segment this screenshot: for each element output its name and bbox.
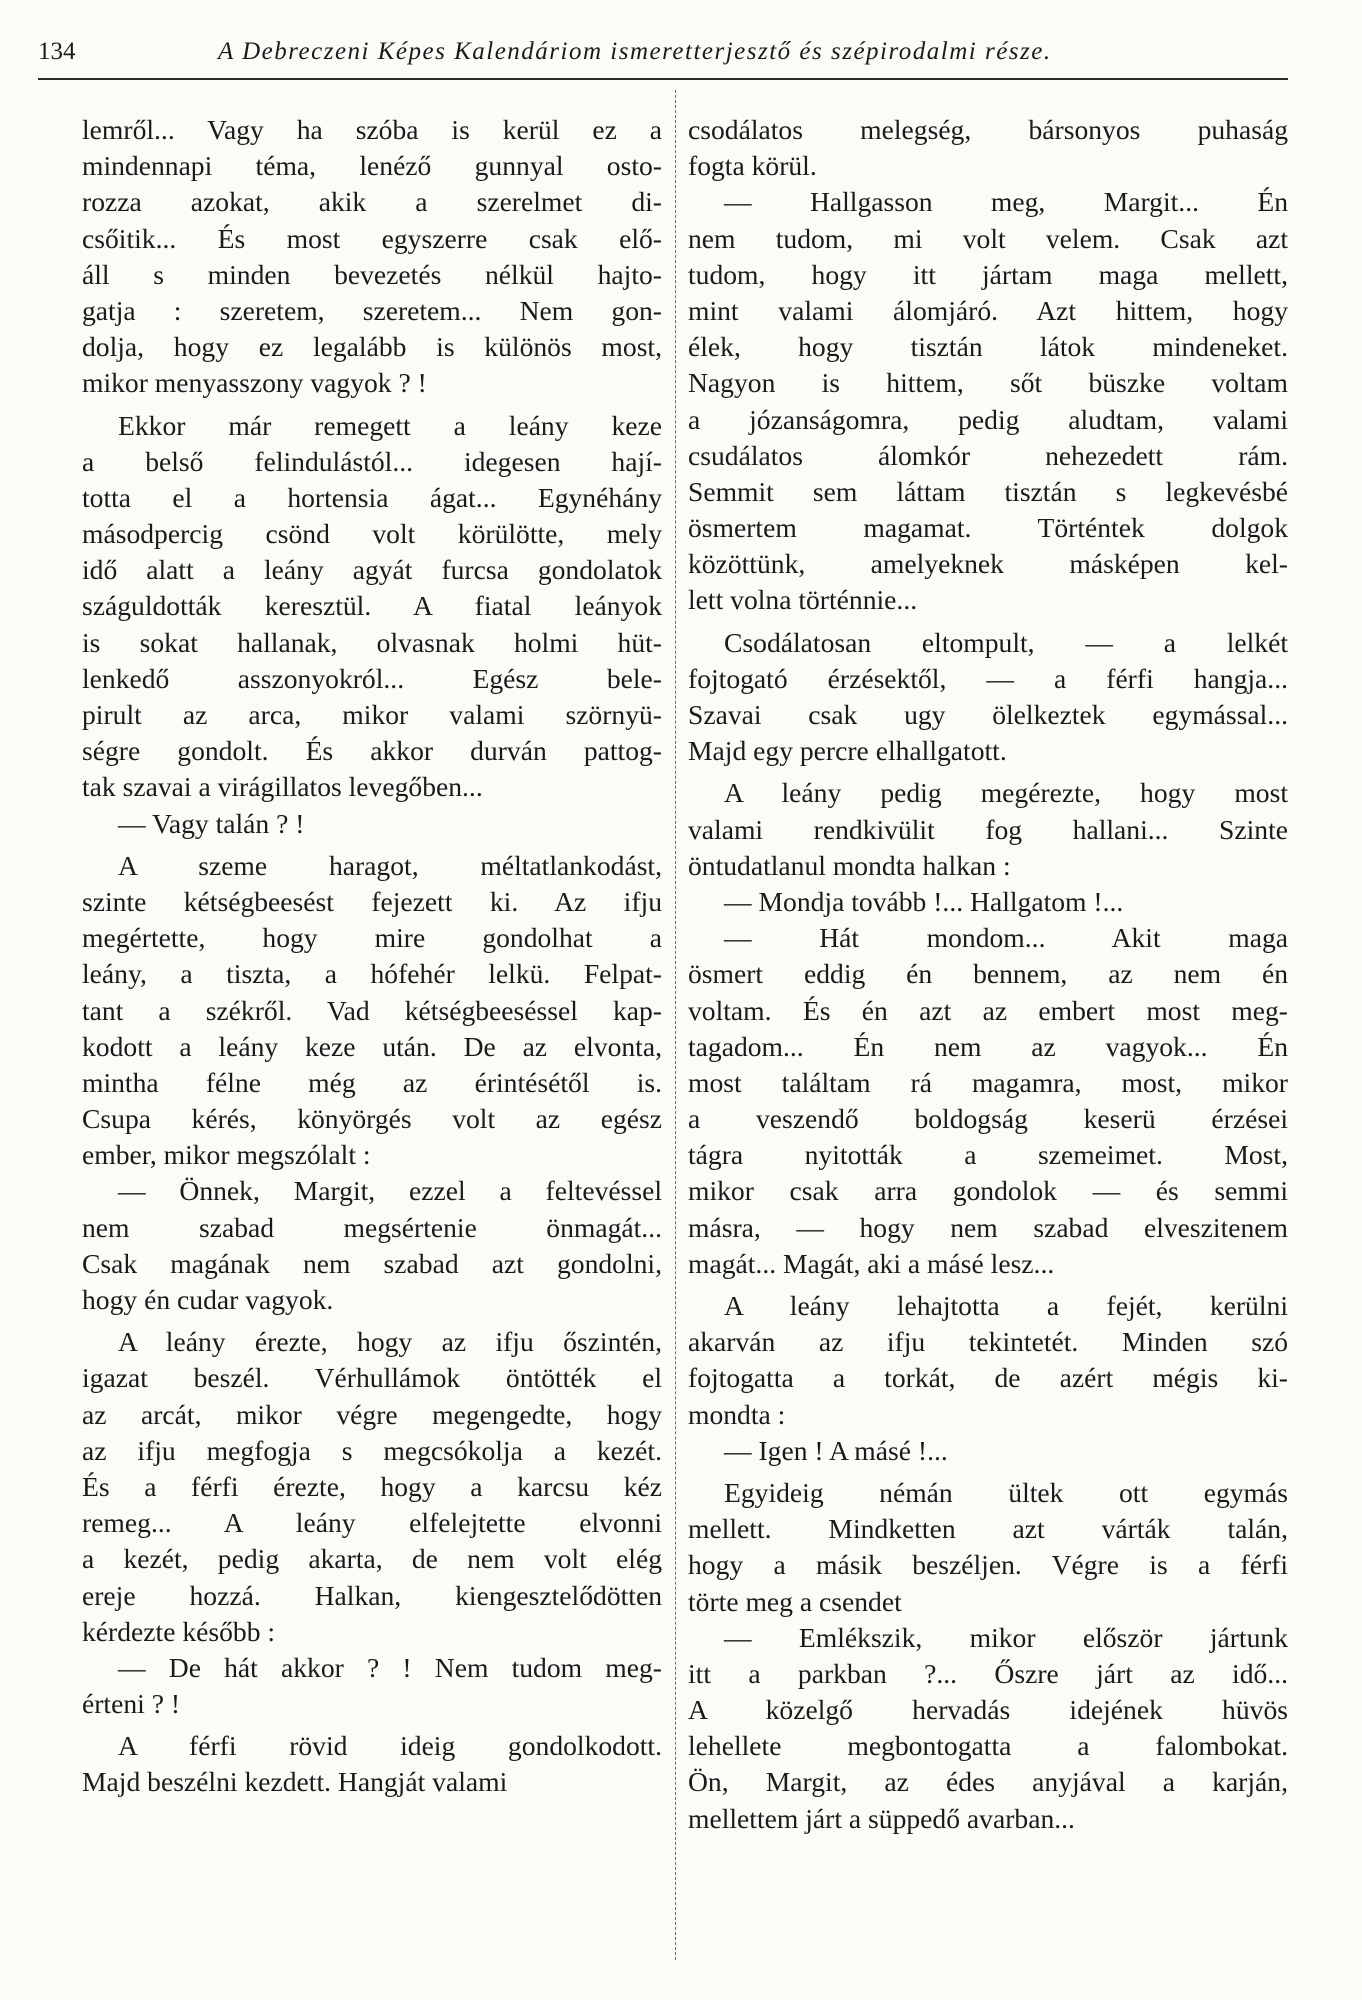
text-line: mondta :	[688, 1398, 786, 1430]
text-line: a kezét, pedig akarta, de nem volt elég	[82, 1543, 662, 1575]
text-line: másodpercig csönd volt körülötte, mely	[82, 518, 662, 550]
text-line: az arcát, mikor végre megengedte, hogy	[82, 1398, 662, 1430]
text-line: csodálatos melegség, bársonyos puhaság	[688, 114, 1288, 145]
text-line: fojtogatta a torkát, de azért mégis ki-	[688, 1362, 1288, 1394]
text-line: áll s minden bevezetés nélkül hajto-	[82, 258, 662, 290]
text-line: fojtogató érzésektől, — a férfi hangja...	[688, 662, 1288, 694]
text-line: most találtam rá magamra, most, mikor	[688, 1066, 1288, 1098]
text-line: És a férfi érezte, hogy a karcsu kéz	[82, 1470, 662, 1502]
text-line: hogy a másik beszéljen. Végre is a férfi	[688, 1549, 1288, 1581]
text-line: tudom, hogy itt jártam maga mellett,	[688, 258, 1288, 290]
text-line: — Mondja tovább !... Hallgatom !...	[724, 885, 1124, 917]
text-line: Ön, Margit, az édes anyjával a karján,	[688, 1766, 1288, 1798]
text-line: — Igen ! A másé !...	[724, 1434, 948, 1466]
text-line: A férfi rövid ideig gondolkodott.	[118, 1730, 662, 1762]
text-line: kodott a leány keze után. De az elvonta,	[82, 1030, 662, 1062]
text-line: érteni ? !	[82, 1688, 181, 1720]
text-line: ségre gondolt. És akkor durván pattog-	[82, 735, 662, 767]
text-line: kérdezte később :	[82, 1615, 276, 1647]
text-line: — Emlékszik, mikor először jártunk	[724, 1621, 1288, 1653]
text-line: is sokat hallanak, olvasnak holmi hüt-	[82, 626, 662, 658]
text-line: az ifju megfogja s megcsókolja a kezét.	[82, 1434, 662, 1466]
text-line: mikor menyasszony vagyok ? !	[82, 367, 427, 399]
text-line: mintha félne még az érintésétől is.	[82, 1066, 662, 1098]
text-line: mellettem járt a süppedő avarban...	[688, 1802, 1075, 1834]
running-header	[38, 38, 1288, 80]
text-line: fogta körül.	[688, 150, 817, 182]
text-line: — De hát akkor ? ! Nem tudom meg-	[118, 1651, 662, 1683]
text-line: Majd egy percre elhallgatott.	[688, 735, 1007, 767]
text-line: lemről... Vagy ha szóba is kerül ez a	[82, 114, 662, 145]
text-line: A leány lehajtotta a fejét, kerülni	[724, 1290, 1288, 1321]
text-line: Semmit sem láttam tisztán s legkevésbé	[688, 475, 1288, 507]
text-line: Csodálatosan eltompult, — a lelkét	[724, 626, 1288, 658]
text-line: lehellete megbontogatta a falombokat.	[688, 1730, 1288, 1762]
text-line: Egyideig némán ültek ott egymás	[724, 1476, 1288, 1508]
text-line: leány, a tiszta, a hófehér lelkü. Felpat-	[82, 958, 662, 990]
text-line: Ekkor már remegett a leány keze	[118, 409, 662, 441]
text-line: magát... Magát, aki a másé lesz...	[688, 1247, 1055, 1279]
column-divider	[675, 90, 676, 1960]
left-column	[82, 112, 662, 1801]
text-line: megértette, hogy mire gondolhat a	[82, 922, 662, 954]
text-line: közöttünk, amelyeknek másképen kel-	[688, 548, 1288, 580]
text-line: Csupa kérés, könyörgés volt az egész	[82, 1103, 662, 1135]
text-line: A leány pedig megérezte, hogy most	[724, 777, 1288, 809]
text-line: mindennapi téma, lenéző gunnyal osto-	[82, 150, 662, 182]
text-line: ember, mikor megszólalt :	[82, 1139, 371, 1171]
text-line: tágra nyitották a szemeimet. Most,	[688, 1139, 1288, 1171]
text-line: Szavai csak ugy ölelkeztek egymással...	[688, 699, 1288, 730]
text-line: — Hát mondom... Akit maga	[724, 922, 1288, 954]
text-line: gatja : szeretem, szeretem... Nem gon-	[82, 294, 662, 326]
text-line: élek, hogy tisztán látok mindeneket.	[688, 331, 1288, 363]
text-line: akarván az ifju tekintetét. Minden szó	[688, 1326, 1288, 1358]
text-line: a belső felindulástól... idegesen hají-	[82, 445, 662, 477]
text-line: mikor csak arra gondolok — és semmi	[688, 1175, 1288, 1207]
text-line: öntudatlanul mondta halkan :	[688, 849, 1011, 881]
text-line: A szeme haragot, méltatlankodást,	[118, 849, 662, 881]
text-line: Nagyon is hittem, sőt büszke voltam	[688, 367, 1288, 399]
text-line: mint valami álomjáró. Azt hittem, hogy	[688, 294, 1288, 326]
text-line: — Vagy talán ? !	[118, 807, 305, 839]
text-line: a józanságomra, pedig aludtam, valami	[688, 403, 1288, 435]
text-line: nem tudom, mi volt velem. Csak azt	[688, 222, 1288, 254]
text-line: ereje hozzá. Halkan, kiengesztelődötten	[82, 1579, 662, 1611]
text-line: itt a parkban ?... Őszre járt az idő...	[688, 1657, 1288, 1689]
text-line: — Önnek, Margit, ezzel a feltevéssel	[118, 1175, 662, 1207]
text-line: tak szavai a virágillatos levegőben...	[82, 771, 483, 803]
text-line: szinte kétségbeesést fejezett ki. Az ifju	[82, 885, 662, 917]
text-line: törte meg a csendet	[688, 1585, 902, 1617]
text-line: hogy én cudar vagyok.	[82, 1284, 334, 1315]
text-line: rozza azokat, akik a szerelmet di-	[82, 186, 662, 218]
text-line: ösmertem magamat. Történtek dolgok	[688, 512, 1288, 544]
running-title: A Debreczeni Képes Kalendáriom ismeretterjesztő és szépirodalmi része.	[218, 38, 1052, 65]
text-line: tagadom... Én nem az vagyok... Én	[688, 1030, 1288, 1062]
text-line: — Hallgasson meg, Margit... Én	[724, 186, 1288, 218]
text-line: mellett. Mindketten azt várták talán,	[688, 1513, 1288, 1545]
text-line: igazat beszél. Vérhullámok öntötték el	[82, 1362, 662, 1394]
text-line: csőitik... És most egyszerre csak elő-	[82, 222, 662, 254]
text-line: pirult az arca, mikor valami szörnyü-	[82, 699, 662, 730]
text-line: voltam. És én azt az embert most meg-	[688, 994, 1288, 1026]
text-line: nem szabad megsértenie önmagát...	[82, 1211, 662, 1243]
page-number: 134	[38, 38, 76, 65]
text-line: A közelgő hervadás idejének hüvös	[688, 1694, 1288, 1726]
text-line: száguldották keresztül. A fiatal leányok	[82, 590, 662, 622]
text-line: másra, — hogy nem szabad elveszitenem	[688, 1211, 1288, 1243]
right-column	[688, 112, 1288, 1837]
text-line: dolja, hogy ez legalább is különös most,	[82, 331, 662, 363]
text-line: lenkedő asszonyokról... Egész bele-	[82, 662, 662, 694]
text-line: ösmert eddig én bennem, az nem én	[688, 958, 1288, 990]
text-line: A leány érezte, hogy az ifju őszintén,	[118, 1326, 662, 1358]
text-line: valami rendkivülit fog hallani... Szinte	[688, 813, 1288, 845]
text-line: remeg... A leány elfelejtette elvonni	[82, 1507, 662, 1539]
text-line: Majd beszélni kezdett. Hangját valami	[82, 1766, 508, 1798]
text-line: Csak magának nem szabad azt gondolni,	[82, 1247, 662, 1279]
text-line: a veszendő boldogság keserü érzései	[688, 1103, 1288, 1135]
text-line: totta el a hortensia ágat... Egynéhány	[82, 481, 662, 513]
text-line: lett volna történnie...	[688, 584, 918, 616]
text-line: idő alatt a leány agyát furcsa gondolatok	[82, 554, 662, 586]
text-line: tant a székről. Vad kétségbeeséssel kap-	[82, 994, 662, 1026]
text-line: csudálatos álomkór nehezedett rám.	[688, 439, 1288, 471]
